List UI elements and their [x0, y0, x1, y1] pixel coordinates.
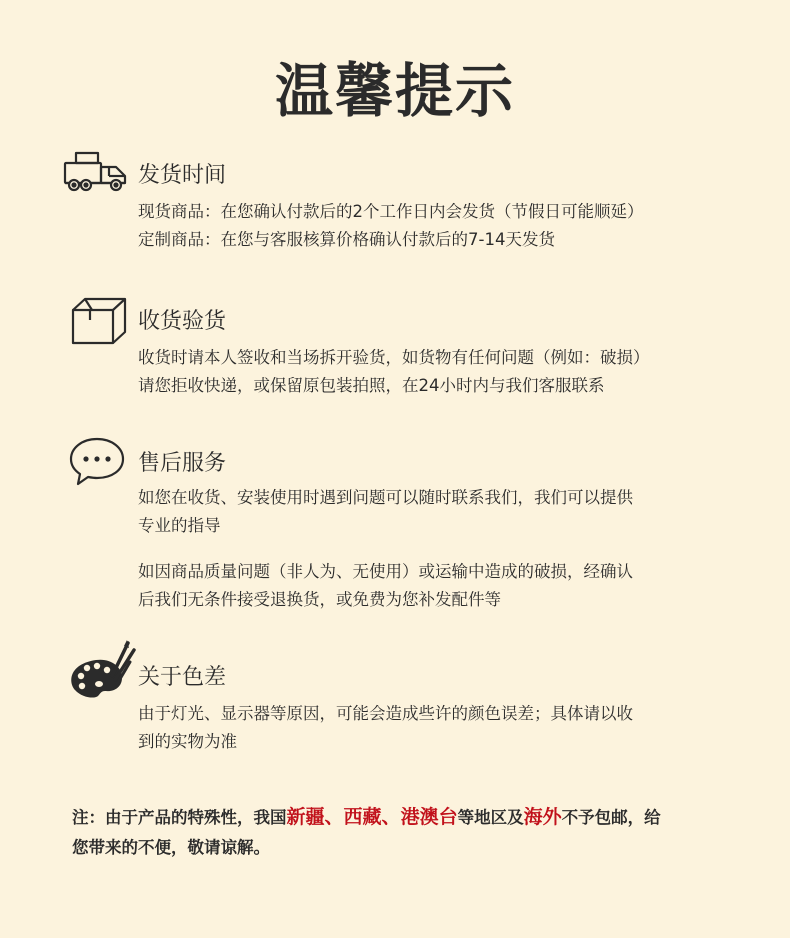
section-paragraph	[138, 700, 738, 756]
section-heading: 发货时间	[138, 163, 227, 188]
paragraph-line: 到的实物为准	[138, 732, 237, 751]
region-xinjiang: 新疆	[286, 806, 325, 828]
paragraph-line: 定制商品：在您与客服核算价格确认付款后的7-14天发货	[138, 230, 555, 249]
palette-icon	[68, 640, 136, 702]
paragraph-line: 由于灯光、显示器等原因，可能会造成些许的颜色误差；具体请以收	[138, 704, 633, 723]
paragraph-line: 专业的指导	[138, 516, 221, 535]
region-separator: 、	[381, 806, 401, 828]
section-heading: 售后服务	[138, 451, 227, 476]
note-middle: 等地区及	[457, 808, 524, 827]
section-paragraph	[138, 344, 738, 400]
paragraph-line: 如因商品质量问题（非人为、无使用）或运输中造成的破损，经确认	[138, 562, 633, 581]
section-paragraph	[138, 558, 738, 614]
page-title: 温馨提示	[274, 57, 515, 125]
shipping-note	[72, 802, 732, 863]
paragraph-line: 现货商品：在您确认付款后的2个工作日内会发货（节假日可能顺延）	[138, 202, 644, 221]
paragraph-line: 后我们无条件接受退换货，或免费为您补发配件等	[138, 590, 501, 609]
note-line-2: 您带来的不便，敬请谅解。	[72, 838, 270, 857]
section-paragraph	[138, 198, 738, 254]
region-hk-macau-taiwan: 港澳台	[400, 806, 458, 828]
truck-icon	[62, 150, 128, 194]
region-separator: 、	[324, 806, 344, 828]
box-icon	[70, 296, 128, 346]
note-suffix: 不予包邮，给	[561, 808, 661, 827]
chat-bubble-icon	[68, 436, 126, 486]
paragraph-line: 请您拒收快递，或保留原包装拍照，在24小时内与我们客服联系	[138, 376, 605, 395]
region-overseas: 海外	[523, 806, 562, 828]
note-prefix: 注：由于产品的特殊性，我国	[72, 808, 287, 827]
paragraph-line: 收货时请本人签收和当场拆开验货，如货物有任何问题（例如：破损）	[138, 348, 650, 367]
section-heading: 关于色差	[138, 665, 227, 690]
note-line-1	[72, 802, 732, 833]
section-paragraph	[138, 484, 738, 540]
section-heading: 收货验货	[138, 309, 227, 334]
paragraph-line: 如您在收货、安装使用时遇到问题可以随时联系我们，我们可以提供	[138, 488, 633, 507]
region-tibet: 西藏	[343, 806, 382, 828]
